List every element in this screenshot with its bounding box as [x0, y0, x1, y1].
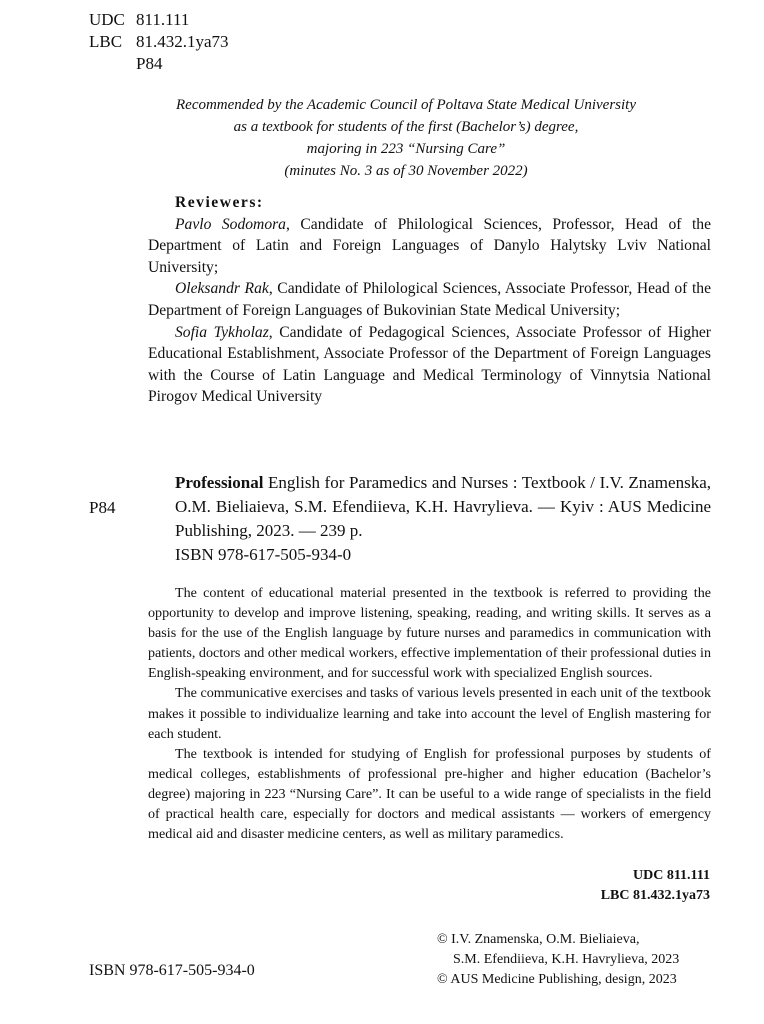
lbc-value: 81.432.1ya73 [136, 32, 229, 51]
lbc-code [89, 32, 229, 52]
copyright-line: S.M. Efendiieva, K.H. Havrylieva, 2023 [453, 952, 680, 967]
bibliographic-text [175, 471, 711, 543]
recommendation-line: (minutes No. 3 as of 30 November 2022) [284, 163, 528, 179]
bibliographic-details: English for Paramedics and Nurses : Textbook / I.V. Znamenska, O.M. Bieliaieva, S.M. Efendiieva, K.H. Havrylieva. — Kyiv : AUS Medicine Publishing, 2023. — 239 p. [175, 473, 711, 540]
bibliographic-isbn: ISBN 978-617-505-934-0 [175, 545, 352, 564]
copyright-line: © AUS Medicine Publishing, design, 2023 [437, 972, 677, 987]
reviewer-entry [148, 278, 711, 321]
udc-code [89, 10, 189, 30]
reviewer-name: Pavlo Sodomora [175, 215, 286, 233]
bottom-udc: UDC 811.111 [632, 868, 710, 883]
udc-label: UDC [89, 10, 125, 29]
recommendation-line: majoring in 223 “Nursing Care” [306, 141, 506, 157]
bibliographic-mark: P84 [89, 498, 116, 517]
abstract-paragraph: The content of educational material presented in the textbook is referred to providing the opportunity to develop and improve listening, speaking, reading, and writing skills. It serves as a basis for the use of the English language by future nurses and paramedics in communication with patients, doctors and other medical workers, effective implementation of their professional duties in English-speaking environment, and for successful work with specialized English sources. [148, 585, 711, 682]
reviewer-details: , Candidate of Philological Sciences, Associate Professor, Head of the Department of Foreign Languages of Bukovinian State Medical University; [148, 280, 711, 319]
reviewers-heading: Reviewers: [175, 194, 264, 211]
reviewer-name: Sofia Tykholaz [175, 323, 269, 341]
reviewer-name: Oleksandr Rak [175, 280, 269, 298]
reviewer-details: , Candidate of Philological Sciences, Professor, Head of the Department of Latin and Foreign Languages of Danylo Halytsky Lviv National University; [148, 215, 711, 276]
reviewer-entry [148, 322, 711, 408]
recommendation-line: as a textbook for students of the first (Bachelor’s) degree, [233, 119, 579, 135]
recommendation-line: Recommended by the Academic Council of Poltava State Medical University [176, 97, 636, 113]
abstract-block [148, 583, 711, 844]
author-mark: P84 [136, 54, 163, 73]
reviewer-details: , Candidate of Pedagogical Sciences, Associate Professor of Higher Educational Establishment, Associate Professor of the Department of Foreign Languages with the Course of Latin Language and Medical Terminology of Vinnytsia National Pirogov Medical University [148, 323, 712, 406]
abstract-paragraph: The textbook is intended for studying of English for professional purposes by students of medical colleges, establishments of professional pre-higher and higher education (Bachelor’s degree) majoring in 223 “Nursing Care”. It can be useful to a wide range of specialists in the field of practical health care, especially for doctors and medical assistants — workers of emergency medical aid and disaster medicine centers, as well as military paramedics. [148, 745, 711, 843]
bottom-lbc: LBC 81.432.1ya73 [600, 888, 710, 903]
bottom-classification [601, 866, 710, 906]
copyright-block [437, 930, 679, 990]
title-bold-word: Professional [175, 473, 264, 492]
udc-value: 811.111 [136, 10, 190, 29]
lbc-label: LBC [89, 32, 123, 51]
copyright-line: © I.V. Znamenska, O.M. Bieliaieva, [437, 932, 640, 947]
bottom-isbn: ISBN 978-617-505-934-0 [89, 962, 255, 979]
bibliographic-entry [175, 471, 711, 567]
abstract-paragraph: The communicative exercises and tasks of various levels presented in each unit of the textbook makes it possible to individualize learning and take into account the level of English mastering for each student. [148, 685, 711, 742]
reviewers-block [148, 192, 711, 408]
reviewer-entry [148, 214, 711, 279]
recommendation-block [130, 94, 682, 182]
